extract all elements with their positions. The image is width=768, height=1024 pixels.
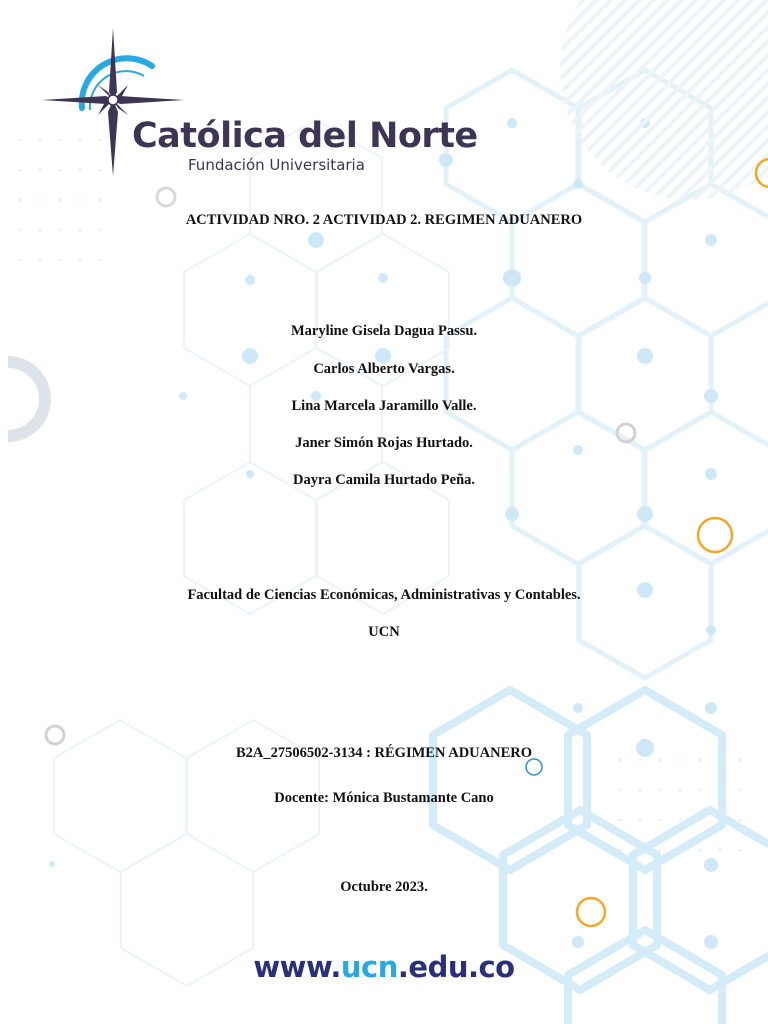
faculty: Facultad de Ciencias Económicas, Administrativas y Contables.	[187, 587, 581, 603]
author-4: Janer Simón Rojas Hurtado.	[295, 435, 473, 451]
teacher: Docente: Mónica Bustamante Cano	[274, 790, 494, 806]
logo-sub-text: Fundación Universitaria	[188, 156, 365, 174]
url-accent: ucn	[340, 950, 398, 984]
url-prefix: www.	[253, 950, 341, 984]
date: Octubre 2023.	[340, 879, 428, 895]
website-url	[0, 950, 768, 984]
author-3: Lina Marcela Jaramillo Valle.	[291, 398, 477, 414]
document-title: ACTIVIDAD NRO. 2 ACTIVIDAD 2. REGIMEN ADUANERO	[185, 212, 583, 228]
author-1: Maryline Gisela Dagua Passu.	[290, 323, 478, 339]
course: B2A_27506502-3134 : RÉGIMEN ADUANERO	[235, 745, 533, 761]
author-5: Dayra Camila Hurtado Peña.	[292, 472, 476, 488]
author-2: Carlos Alberto Vargas.	[313, 361, 455, 377]
logo	[40, 28, 478, 178]
logo-main-text: Católica del Norte	[132, 116, 478, 156]
url-suffix: .edu.co	[397, 950, 515, 984]
institution: UCN	[368, 624, 400, 640]
